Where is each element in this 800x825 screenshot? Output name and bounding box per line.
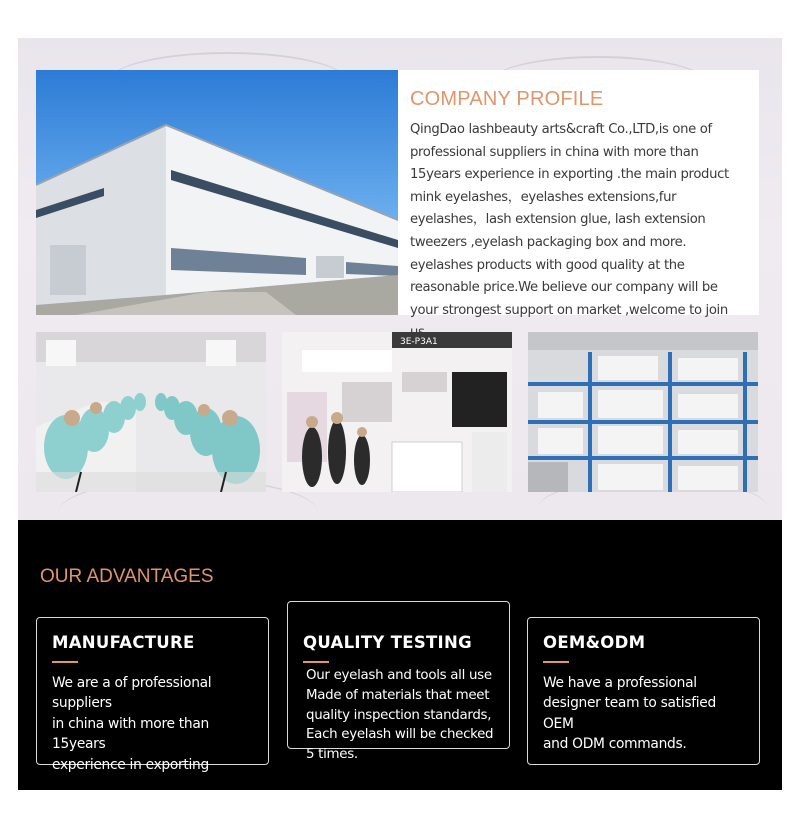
advantage-card-oem-odm	[527, 617, 760, 765]
accent-underline	[52, 661, 78, 663]
company-profile-card	[398, 70, 759, 318]
showroom-sign: 3E-P3A1	[400, 337, 438, 347]
advantage-card-title: MANUFACTURE	[52, 633, 195, 652]
advantages-title: OUR ADVANTAGES	[40, 566, 214, 587]
warehouse-shelves-photo	[528, 332, 758, 492]
advantage-card-quality-testing	[287, 601, 510, 763]
accent-underline	[303, 661, 329, 663]
factory-building-photo	[36, 70, 398, 315]
workshop-workers-photo	[36, 332, 266, 492]
advantage-card-title: OEM&ODM	[543, 633, 646, 652]
advantage-card-manufacture	[36, 617, 269, 773]
advantage-card-text: We have a professional designer team to satisfied OEM and ODM commands.	[543, 675, 716, 753]
company-profile-title: COMPANY PROFILE	[410, 88, 604, 110]
company-profile-text: QingDao lashbeauty arts&craft Co.,LTD,is one of professional suppliers in china with more than 15years experience in exporting .the main product mink eyelashes，eyelashes extensions,fur eyelashes，lash extension glue, lash extension tweezers ,eyelash packaging box and more. eyelashes products with good quality at the reasonable price.We believe our company will be your strongest support on market ,welcome to join	[410, 122, 729, 318]
advantage-card-title: QUALITY TESTING	[303, 633, 472, 652]
accent-underline	[543, 661, 569, 663]
advantage-card-text: We are a of professional suppliers in china with more than 15years experience in exporting	[52, 675, 212, 773]
advantage-card-text: Our eyelash and tools all use Made of materials that meet quality inspection standards, Each eyelash will be checked 5 times.	[306, 668, 494, 763]
showroom-photo	[282, 332, 512, 492]
